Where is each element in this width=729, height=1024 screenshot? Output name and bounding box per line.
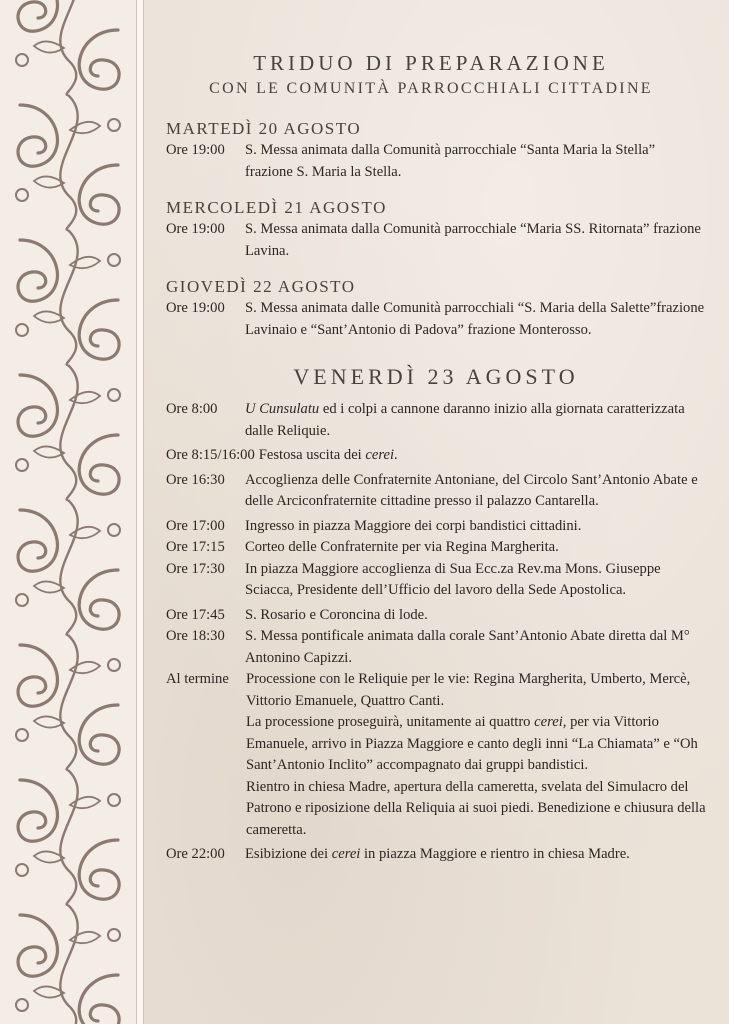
schedule-row	[166, 298, 706, 341]
event-text: S. Messa animata dalla Comunità parrocchiale “Santa Maria la Stella” frazione S. Maria la Stella.	[245, 142, 656, 180]
event-emphasis: cerei	[534, 714, 563, 730]
ornament-scroll	[60, 770, 77, 905]
ornament-scroll	[16, 54, 28, 66]
ornament-scroll	[60, 365, 77, 500]
ornament-scroll	[16, 864, 28, 876]
venerdi-schedule	[166, 399, 706, 866]
time-label: Ore 17:00	[166, 517, 225, 534]
event-text: S. Messa animata dalle Comunità parrocchiali “S. Maria della Salette”frazione Lavinaio e “Sant’Antonio di Padova” frazione Monterosso.	[245, 300, 705, 338]
ornament-scroll	[79, 300, 119, 359]
event-text	[245, 844, 706, 866]
time-label: Ore 19:00	[166, 142, 225, 158]
ornament-scroll	[18, 510, 57, 571]
ornament-scroll	[16, 459, 28, 471]
ornament-scroll	[70, 257, 100, 268]
ornament-scroll	[60, 905, 77, 1024]
ornament-scroll	[18, 240, 57, 301]
ornament-scroll	[70, 392, 100, 403]
schedule-row	[166, 445, 706, 467]
schedule-row	[166, 844, 706, 866]
event-text: Corteo delle Confraternite per via Regina Margherita.	[245, 539, 559, 555]
time-label: Ore 22:00	[166, 846, 225, 862]
floral-scroll-ornament-icon	[0, 0, 136, 1024]
ornament-scroll	[70, 932, 100, 943]
schedule-row	[166, 219, 706, 262]
ornament-scroll	[79, 165, 119, 224]
triduo-section	[166, 118, 706, 341]
event-text-part: La processione proseguirà, unitamente ai quattro	[246, 714, 535, 730]
schedule-row	[166, 605, 706, 627]
event-text: In piazza Maggiore accoglienza di Sua Ecc.za Rev.ma Mons. Giuseppe Sciacca, Presidente dell’Ufficio del lavoro della Sede Apostolica.	[245, 560, 661, 598]
time-label: Al termine	[166, 671, 229, 687]
event-emphasis: U Cunsulatu	[245, 401, 320, 417]
event-text: S. Messa pontificale animata dalla corale Sant’Antonio Abate diretta dal M° Antonino Capizzi.	[245, 628, 690, 666]
ornament-scroll	[70, 662, 100, 673]
ornament-scroll	[60, 230, 77, 365]
time-label: Ore 8:00	[166, 401, 218, 417]
ornament-scroll	[60, 635, 77, 770]
event-text	[245, 399, 706, 442]
program-content	[166, 50, 706, 866]
ornament-scroll	[79, 30, 119, 89]
border-divider	[136, 0, 144, 1024]
ornament-scroll	[16, 999, 28, 1011]
day-heading: MARTEDÌ 20 AGOSTO	[166, 119, 362, 138]
event-text: Accoglienza delle Confraternite Antoniane, del Circolo Sant’Antonio Abate e delle Arciconfraternite cittadine presso il palazzo Cantarella.	[245, 471, 698, 509]
ornament-scroll	[18, 780, 57, 841]
schedule-row	[166, 626, 706, 669]
time-label: Ore 19:00	[166, 300, 225, 316]
ornament-scroll	[79, 975, 119, 1024]
page-title: TRIDUO DI PREPARAZIONE	[253, 51, 609, 75]
ornament-scroll	[79, 435, 119, 494]
time-label: Ore 17:45	[166, 606, 225, 623]
time-label: Ore 17:30	[166, 560, 225, 577]
ornament-scroll	[18, 375, 57, 436]
schedule-row	[166, 559, 706, 602]
ornament-scroll	[16, 594, 28, 606]
ornament-scroll	[18, 645, 57, 706]
ornament-scroll	[79, 840, 119, 899]
ornament-scroll	[108, 659, 120, 671]
time-label: Ore 8:15/16:00	[166, 447, 255, 463]
event-emphasis: cerei	[365, 447, 395, 463]
ornament-scroll	[18, 105, 57, 166]
ornament-scroll	[16, 729, 28, 741]
time-label: Ore 17:15	[166, 539, 225, 555]
event-text	[246, 669, 706, 841]
event-text-part: .	[394, 447, 398, 463]
time-label: Ore 16:30	[166, 471, 225, 488]
event-text: Ingresso in piazza Maggiore dei corpi bandistici cittadini.	[245, 517, 582, 534]
ornament-scroll	[16, 189, 28, 201]
ornament-scroll	[18, 915, 57, 976]
event-paragraph: Processione con le Reliquie per le vie: Regina Margherita, Umberto, Mercè, Vittorio Emanuele, Quattro Canti.	[246, 671, 691, 709]
event-text-part: ed i colpi a cannone daranno inizio alla giornata caratterizzata dalle Reliquie.	[245, 401, 685, 439]
ornament-scroll	[108, 389, 120, 401]
event-text: S. Messa animata dalla Comunità parrocchiale “Maria SS. Ritornata” frazione Lavina.	[245, 221, 701, 259]
ornament-scroll	[70, 527, 100, 538]
schedule-row	[166, 140, 706, 183]
ornament-scroll	[108, 119, 120, 131]
ornament-scroll	[108, 524, 120, 536]
event-paragraph: Rientro in chiesa Madre, apertura della cameretta, svelata del Simulacro del Patrono e riposizione della Reliquia ai suoi piedi. Benedizione e chiusura della cameretta.	[246, 778, 706, 838]
time-label: Ore 18:30	[166, 628, 225, 644]
event-text: S. Rosario e Coroncina di lode.	[245, 606, 428, 623]
schedule-row	[166, 516, 706, 538]
ornament-scroll	[108, 929, 120, 941]
schedule-row	[166, 669, 706, 841]
ornament-scroll	[60, 95, 77, 230]
event-text-part: , per via Vittorio Emanuele, arrivo in Piazza Maggiore e canto degli inni “La Chiamata” e “Oh Sant’Antonio Inclito” accompagnato dai gruppi bandistici.	[246, 714, 698, 773]
event-text-part: in piazza Maggiore e rientro in chiesa Madre.	[360, 846, 630, 862]
day-heading: MERCOLEDÌ 21 AGOSTO	[166, 198, 387, 217]
ornament-scroll	[18, 0, 57, 31]
ornament-scroll	[79, 705, 119, 764]
time-label: Ore 19:00	[166, 221, 225, 237]
event-text-part: Esibizione dei	[245, 846, 332, 862]
event-paragraph	[246, 712, 706, 777]
event-emphasis: cerei	[331, 846, 361, 862]
schedule-row	[166, 399, 706, 442]
schedule-row	[166, 537, 706, 559]
ornament-scroll	[70, 122, 100, 133]
event-text-part: Festosa uscita dei	[258, 447, 366, 463]
header	[156, 50, 706, 100]
ornament-scroll	[70, 797, 100, 808]
page-subtitle: CON LE COMUNITÀ PARROCCHIALI CITTADINE	[209, 80, 653, 97]
ornament-scroll	[108, 794, 120, 806]
venerdi-heading: VENERDÌ 23 AGOSTO	[293, 364, 579, 389]
schedule-row	[166, 470, 706, 513]
ornament-scroll	[108, 254, 120, 266]
ornament-scroll	[16, 324, 28, 336]
ornament-scroll	[79, 570, 119, 629]
event-text	[259, 445, 706, 467]
day-heading: GIOVEDÌ 22 AGOSTO	[166, 277, 356, 296]
ornament-scroll	[60, 500, 77, 635]
